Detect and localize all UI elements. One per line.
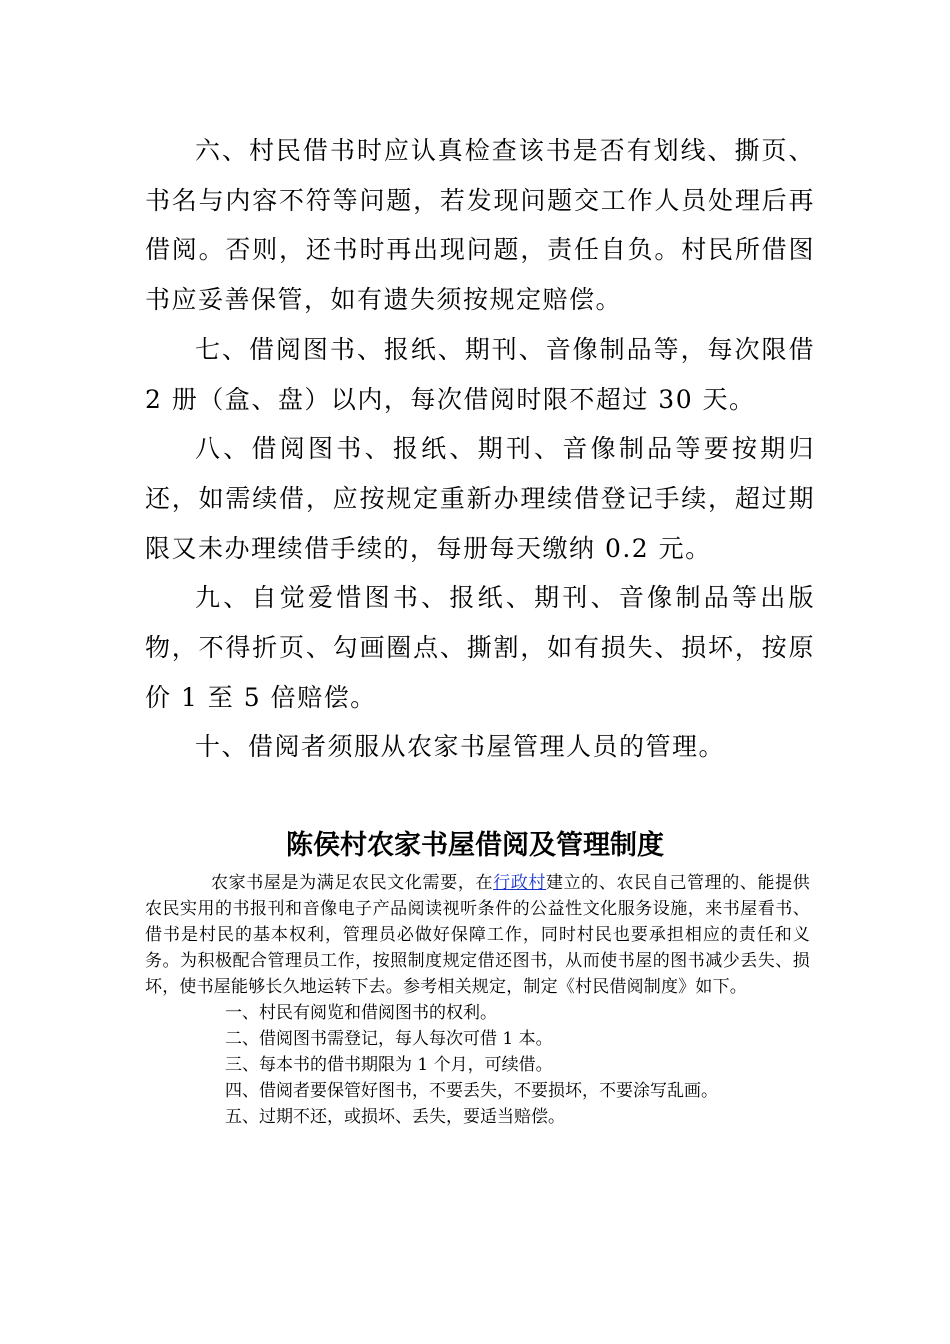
intro-paragraph bbox=[145, 870, 810, 1000]
rule-item-3: 三、每本书的借书期限为 1 个月，可续借。 bbox=[225, 1055, 553, 1075]
rule-six-paragraph: 六、村民借书时应认真检查该书是否有划线、撕页、书名与内容不符等问题，若发现问题交工作人员处理后再借阅。否则，还书时再出现问题，责任自负。村民所借图书应妥善保管，如有遗失须按规定赔偿。 bbox=[145, 136, 815, 315]
rule-ten-paragraph: 十、借阅者须服从农家书屋管理人员的管理。 bbox=[195, 732, 726, 762]
rule-eight-paragraph: 八、借阅图书、报纸、期刊、音像制品等要按期归还，如需续借，应按规定重新办理续借登记手续，超过期限又未办理续借手续的，每册每天缴纳 0.2 元。 bbox=[145, 434, 815, 563]
intro-text-end: 建立的、农民自己管理的、能提供农民实用的书报刊和音像电子产品阅读视听条件的公益性文化服务设施，来书屋看书、借书是村民的基本权利，管理员必做好保障工作，同时村民也要承担相应的责任和义务。为积极配合管理员工作，按照制度规定借还图书，从而使书屋的图书减少丢失、损坏，使书屋能够长久地运转下去。参考相关规定，制定《村民借阅制度》如下。 bbox=[145, 873, 810, 997]
rule-item-1: 一、村民有阅览和借阅图书的权利。 bbox=[225, 1003, 497, 1023]
intro-text-start: 农家书屋是为满足农民文化需要，在 bbox=[211, 873, 494, 893]
rule-nine-paragraph: 九、自觉爱惜图书、报纸、期刊、音像制品等出版物，不得折页、勾画圈点、撕割，如有损失、损坏，按原价 1 至 5 倍赔偿。 bbox=[145, 583, 815, 712]
borrowing-rules-section bbox=[145, 870, 810, 1130]
administrative-village-link[interactable]: 行政村 bbox=[493, 873, 546, 893]
rule-item-4: 四、借阅者要保管好图书，不要丢失，不要损坏，不要涂写乱画。 bbox=[225, 1081, 718, 1101]
document-title: 陈侯村农家书屋借阅及管理制度 bbox=[286, 830, 664, 861]
rule-seven-paragraph: 七、借阅图书、报纸、期刊、音像制品等，每次限借 2 册（盒、盘）以内，每次借阅时限不超过 30 天。 bbox=[145, 334, 815, 414]
rule-item-5: 五、过期不还，或损坏、丢失，要适当赔偿。 bbox=[225, 1107, 565, 1127]
rule-item-2: 二、借阅图书需登记，每人每次可借 1 本。 bbox=[225, 1029, 553, 1049]
top-rules-section bbox=[145, 126, 815, 772]
